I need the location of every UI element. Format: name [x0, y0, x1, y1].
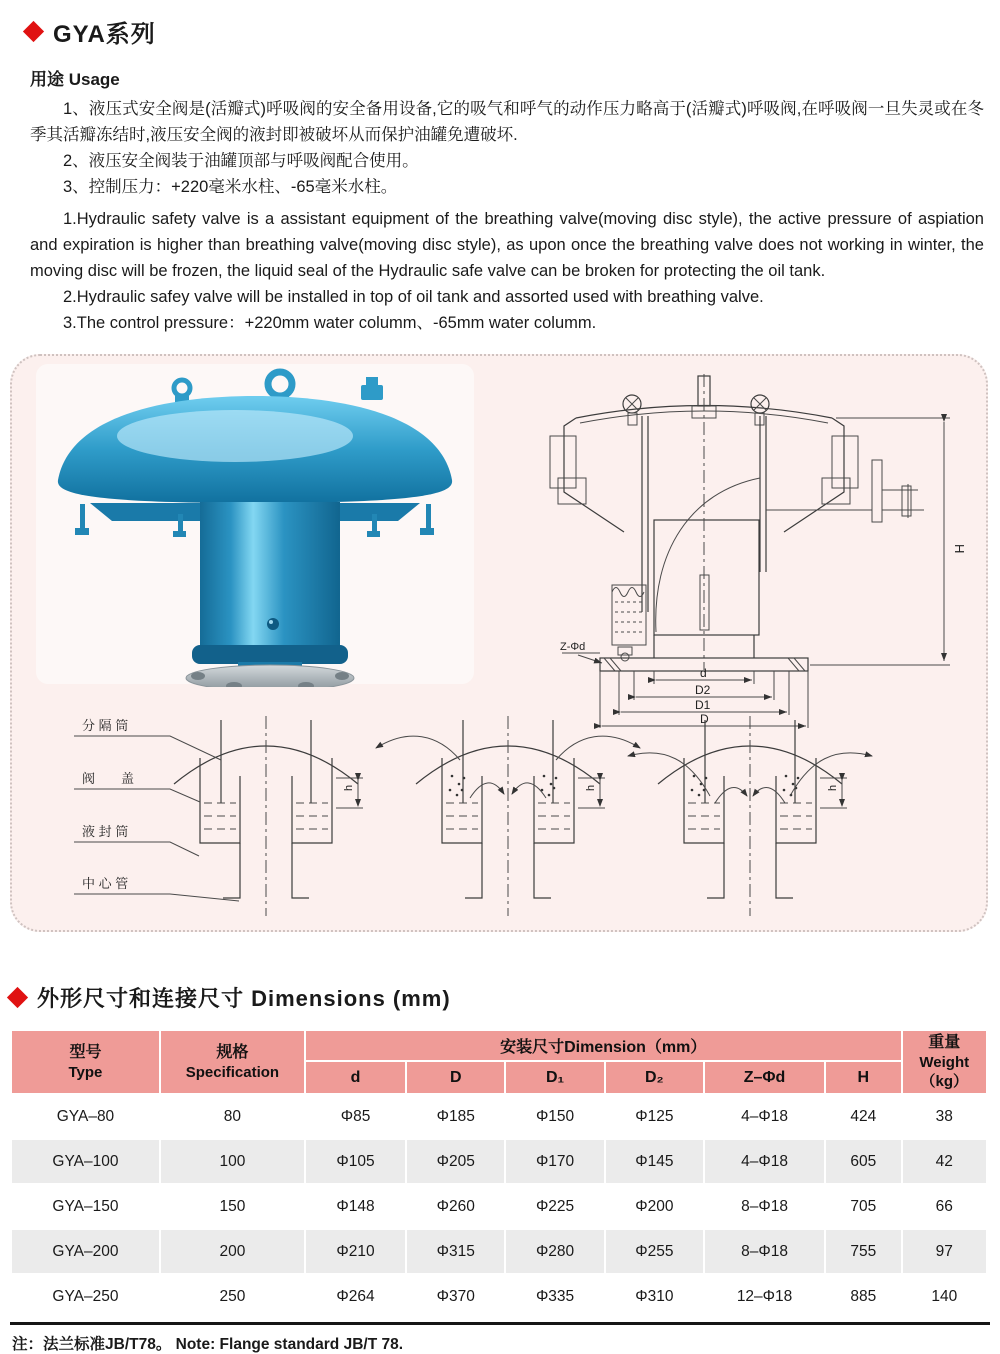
product-photo [30, 362, 480, 687]
usage-paragraph-cn: 3、控制压力：+220毫米水柱、-65毫米水柱。 [63, 178, 398, 196]
schematic-inhale [628, 716, 872, 916]
dim-label-Z: Z-Φd [560, 641, 586, 653]
svg-text:h: h [827, 784, 839, 791]
series-title: GYA系列 [53, 21, 156, 48]
schematic-normal [174, 716, 363, 916]
page-title [0, 0, 1000, 49]
usage-paragraph-en: 2.Hydraulic safey valve will be installed in top of oil tank and assorted used with breathing valve. [63, 288, 764, 306]
usage-paragraph-en: 1.Hydraulic safety valve is a assistant equipment of the breathing valve(moving disc style), the active pressure of aspiation and expiration is higher than breathing valve(moving disc style), as upon once the breathing valve does not working in winter, the moving disc will be frozen, the liquid seal of the Hydraulic safe valve can be broken for protecting the oil tank. [30, 210, 984, 280]
dim-label-H: H [952, 544, 967, 554]
dimensions-title-text: 外形尺寸和连接尺寸 Dimensions (mm) [37, 986, 451, 1011]
col-header-H: H [825, 1061, 901, 1094]
table-row: GYA–150 150 Φ148 Φ260 Φ225 Φ200 8–Φ18 705 66 [11, 1184, 987, 1229]
diamond-icon [23, 21, 44, 42]
col-header-d: d [305, 1061, 406, 1094]
col-header-spec: 规格 Specification [160, 1030, 305, 1094]
usage-paragraph-en: 3.The control pressure：+220mm water columm、-65mm water columm. [63, 314, 597, 332]
col-header-D1: D₁ [505, 1061, 604, 1094]
usage-paragraph-cn: 1、液压式安全阀是(活瓣式)呼吸阀的安全备用设备,它的吸气和呼气的动作压力略高于(活瓣式)呼吸阀,在呼吸阀一旦失灵或在冬季其活瓣冻结时,液压安全阀的液封即被破坏从而保护油罐免遭破坏. [30, 100, 984, 144]
col-header-install-group: 安装尺寸Dimension（mm） [305, 1030, 902, 1061]
schematic-diagram [20, 698, 975, 926]
technical-drawing [504, 360, 984, 730]
dim-label-D: D [700, 712, 709, 726]
table-row: GYA–100 100 Φ105 Φ205 Φ170 Φ145 4–Φ18 605 42 [11, 1139, 987, 1184]
label-separator-tube: 分 隔 筒 [82, 718, 129, 733]
dimensions-table [10, 1029, 988, 1320]
col-header-Zd: Z–Φd [704, 1061, 825, 1094]
flange-standard-note: 注：法兰标准JB/T78。 Note: Flange standard JB/T 78. [12, 1336, 404, 1353]
dim-label-D2: D2 [695, 683, 711, 697]
col-header-D2: D₂ [605, 1061, 704, 1094]
table-row: GYA–80 80 Φ85 Φ185 Φ150 Φ125 4–Φ18 424 38 [11, 1094, 987, 1139]
usage-cn-block [0, 96, 1000, 200]
dim-label-d: d [700, 666, 707, 680]
dim-label-D1: D1 [695, 698, 711, 712]
col-header-type: 型号 Type [11, 1030, 160, 1094]
col-header-D: D [406, 1061, 505, 1094]
col-header-weight: 重量 Weight （kg） [902, 1030, 987, 1094]
dim-label-h: h [343, 784, 355, 791]
svg-text:h: h [585, 784, 597, 791]
table-row: GYA–200 200 Φ210 Φ315 Φ280 Φ255 8–Φ18 755 97 [11, 1229, 987, 1274]
figure-panel [10, 354, 988, 932]
diamond-icon [7, 987, 28, 1008]
usage-paragraph-cn: 2、液压安全阀装于油罐顶部与呼吸阀配合使用。 [63, 152, 419, 170]
usage-en-block [0, 206, 1000, 336]
dimensions-section-title [0, 932, 1000, 1013]
label-center-pipe: 中 心 管 [82, 876, 129, 891]
schematic-exhale [376, 716, 640, 916]
usage-heading: 用途 Usage [30, 70, 120, 89]
table-row: GYA–250 250 Φ264 Φ370 Φ335 Φ310 12–Φ18 885 140 [11, 1274, 987, 1319]
label-liquid-seal-tube: 液 封 筒 [82, 824, 129, 839]
label-valve-cover: 阀 盖 [82, 771, 135, 786]
